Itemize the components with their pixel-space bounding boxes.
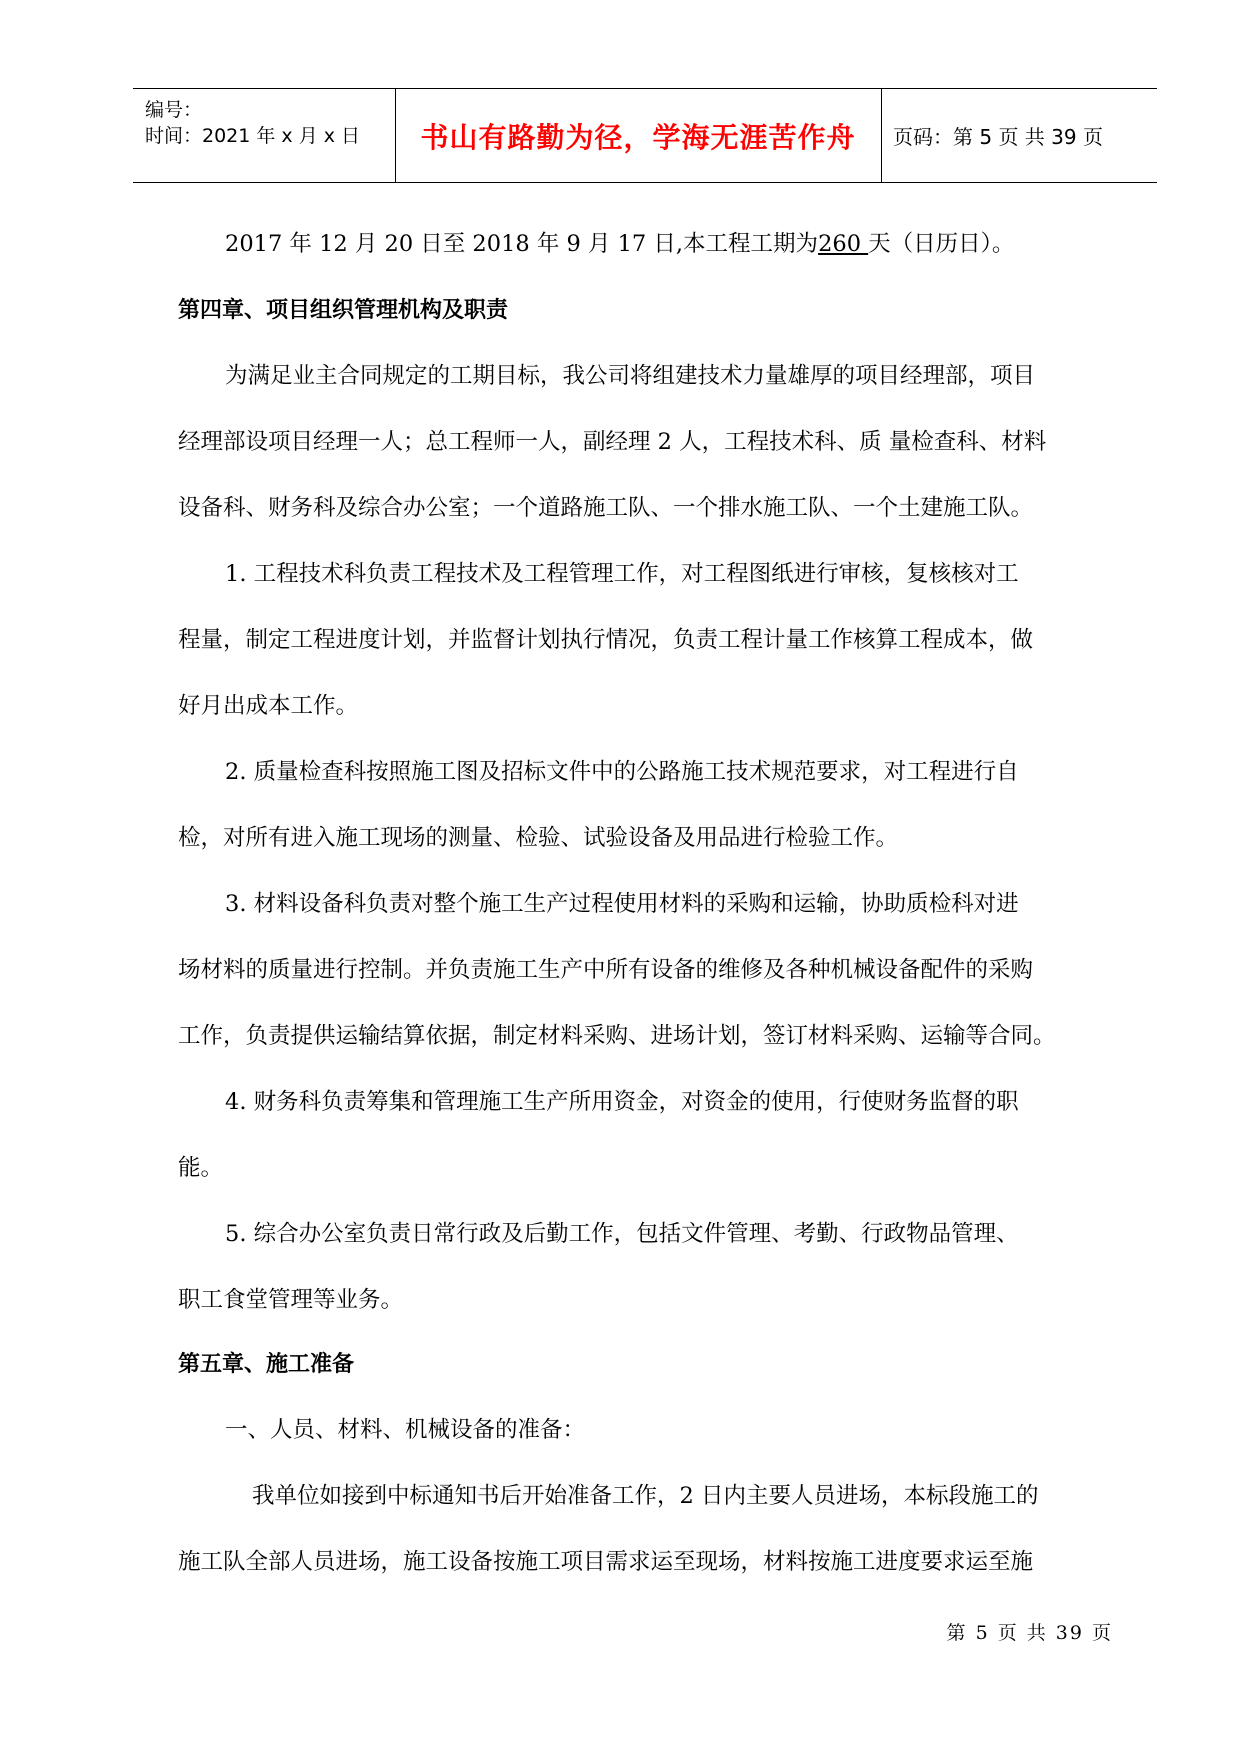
paragraph-line: 2. 质量检查科按照施工图及招标文件中的公路施工技术规范要求，对工程进行自 — [225, 759, 1019, 785]
paragraph-line: 程量，制定工程进度计划，并监督计划执行情况，负责工程计量工作核算工程成本，做 — [178, 627, 1034, 653]
paragraph-line: 为满足业主合同规定的工期目标，我公司将组建技术力量雄厚的项目经理部，项目 — [225, 363, 1036, 389]
header-middle-cell — [395, 89, 882, 182]
chapter-five-heading: 第五章、施工准备 — [178, 1352, 355, 1377]
header-left-cell — [133, 89, 396, 182]
page-indicator: 页码：第 5 页 共 39 页 — [893, 125, 1103, 149]
duration-days: 260 — [818, 231, 869, 257]
paragraph-line: 1. 工程技术科负责工程技术及工程管理工作，对工程图纸进行审核，复核核对工 — [225, 561, 1019, 587]
paragraph-line: 场材料的质量进行控制。并负责施工生产中所有设备的维修及各种机械设备配件的采购 — [178, 957, 1034, 983]
duration-text: 2017 年 12 月 20 日至 2018 年 9 月 17 日,本工程工期为 — [225, 231, 819, 257]
paragraph-line: 工作，负责提供运输结算依据，制定材料采购、进场计划，签订材料采购、运输等合同。 — [178, 1023, 1056, 1049]
paragraph-line: 好月出成本工作。 — [178, 693, 359, 719]
paragraph-line: 设备科、财务科及综合办公室；一个道路施工队、一个排水施工队、一个土建施工队。 — [178, 495, 1034, 521]
paragraph-line: 检，对所有进入施工现场的测量、检验、试验设备及用品进行检验工作。 — [178, 825, 899, 851]
serial-label: 编号： — [145, 99, 203, 121]
paragraph-line — [225, 226, 1161, 258]
time-label: 时间：2021 年 x 月 x 日 — [145, 125, 361, 147]
paragraph-line: 4. 财务科负责筹集和管理施工生产所用资金，对资金的使用，行使财务监督的职 — [225, 1089, 1019, 1115]
chapter-four-heading: 第四章、项目组织管理机构及职责 — [178, 298, 509, 323]
header-right-cell — [881, 89, 1157, 182]
paragraph-line: 经理部设项目经理一人；总工程师一人，副经理 2 人，工程技术科、质 量检查科、材料 — [178, 429, 1047, 455]
footer-page-number: 第 5 页 共 39 页 — [946, 1622, 1113, 1644]
paragraph-line: 5. 综合办公室负责日常行政及后勤工作，包括文件管理、考勤、行政物品管理、 — [225, 1221, 1019, 1247]
motto: 书山有路勤为径，学海无涯苦作舟 — [420, 121, 856, 154]
header-table — [133, 88, 1157, 183]
paragraph-line: 职工食堂管理等业务。 — [178, 1287, 404, 1313]
paragraph-line: 施工队全部人员进场，施工设备按施工项目需求运至现场，材料按施工进度要求运至施 — [178, 1549, 1034, 1575]
paragraph-line: 我单位如接到中标通知书后开始准备工作，2 日内主要人员进场，本标段施工的 — [252, 1483, 1039, 1509]
paragraph-line: 能。 — [178, 1155, 224, 1181]
paragraph-line: 3. 材料设备科负责对整个施工生产过程使用材料的采购和运输，协助质检科对进 — [225, 891, 1019, 917]
section-heading: 一、人员、材料、机械设备的准备： — [225, 1417, 586, 1443]
duration-unit: 天（日历日）。 — [868, 231, 1015, 257]
